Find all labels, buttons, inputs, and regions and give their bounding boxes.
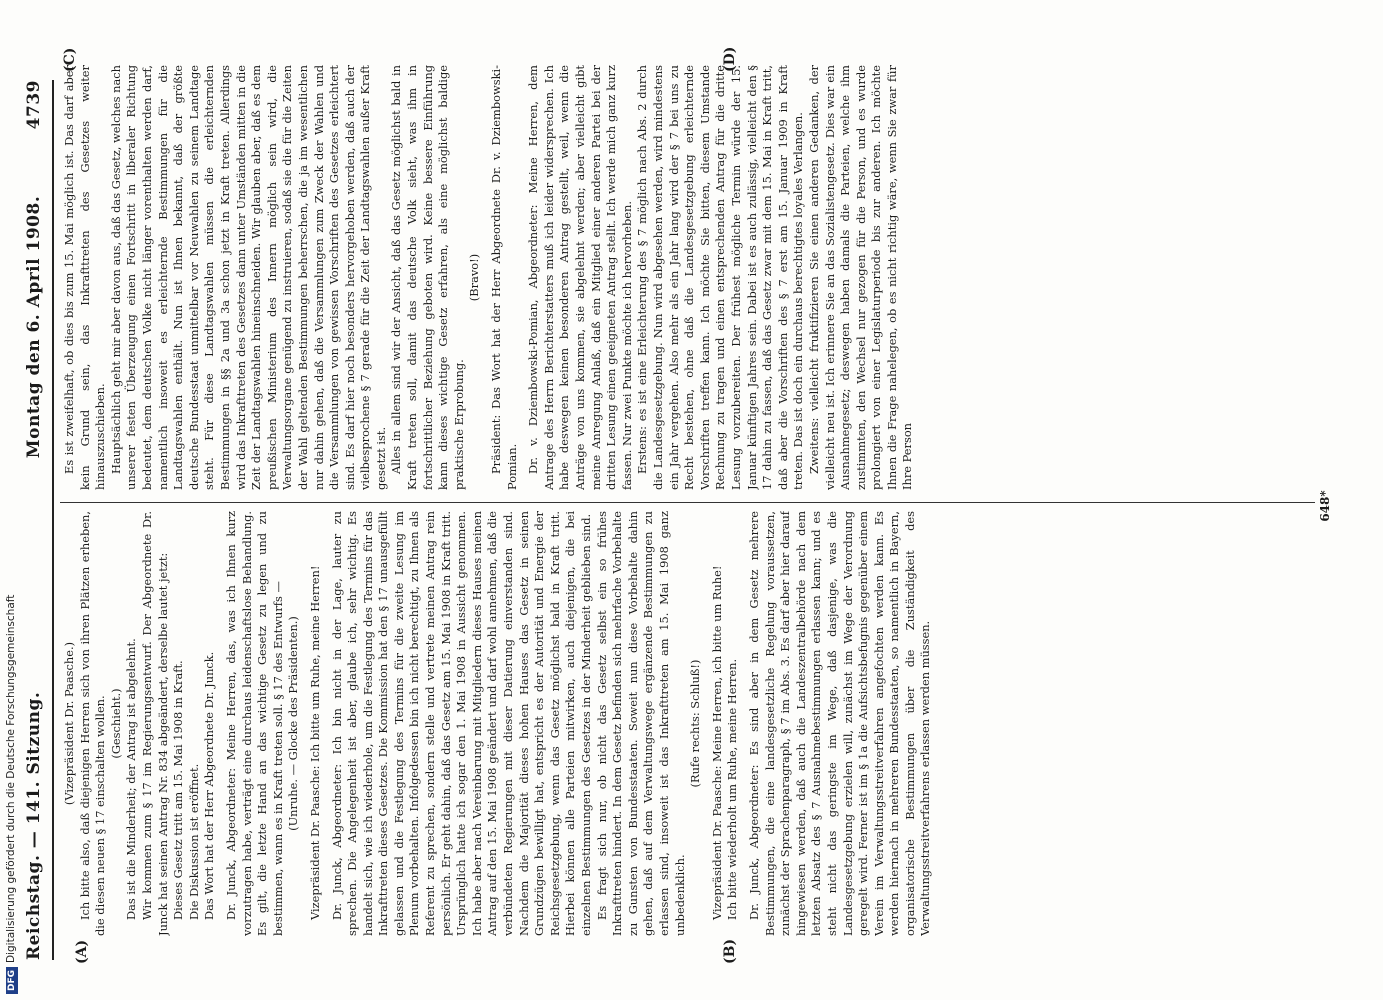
paragraph: Vizepräsident Dr. Paasche: Meine Herren, ich bitte um Ruhe! xyxy=(709,565,724,920)
paragraph: Erstens: es ist eine Erleichterung des § 7 möglich nach Abs. 2 durch die Landesgesetzgebung. Nun wird abgesehen werden, wird mindestens ein Jahr vergehen. Also mehr als ein Jahr lang wird der § 7 bei uns zu Recht bestehen, ohne daß die Landesgesetzgebung erleichternde Vorschriften treffen kann. Ich möchte Sie bitten, diesem Umstande Rechnung zu tragen und einen entsprechenden Antrag für die dritte Lesung vorzubereiten. Der frühest mögliche Termin würde der 15. Januar künftigen Jahres sein. Dabei ist es auch zulässig, vielleicht den § 17 dahin zu fassen, daß das Gesetz zwar mit dem 15. Mai in Kraft tritt, daß aber die Vorschriften des § 7 erst am 15. Januar 1909 in Kraft treten. Das ist doch ein durchaus berechtigtes loyales Verlangen. xyxy=(635,65,806,490)
margin-marker-a: (A) xyxy=(74,939,90,964)
paragraph: (Vizepräsident Dr. Paasche.) xyxy=(62,641,76,806)
paragraph: Dr. Junck, Abgeordneter: Es sind aber in dem Gesetz mehrere Bestimmungen, die eine landesgesetzliche Regelung voraussetzen, zunächst der Sprachenparagraph, § 7 im Abs. 3. Es darf aber hier darauf hingewiesen werden, daß auch die Landeszentralbehörde nach dem letzten Absatz des § 7 Ausnahmebestimmungen erlassen kann; und es steht nicht das geringste im Wege, daß dasjenige, was die Landesgesetzgebung erzielen will, zunächst im Wege der Verordnung geregelt wird. Ferner ist im § 1a die Aufsichtsbefugnis gegenüber einem Verein im Verwaltungsstreitverfahren angefochten werden kann. Es werden hiernach in mehreren Bundesstaaten, so namentlich in Bayern, organisatorische Bestimmungen über die Zuständigkeit des Verwaltungsstreitverfahrens erlassen werden müssen. xyxy=(746,511,933,936)
paragraph: Präsident: Das Wort hat der Herr Abgeordnete Dr. v. Dziembowski-Pomian. xyxy=(489,65,519,490)
folio-number: 648* xyxy=(1318,490,1332,522)
page-number: 4739 xyxy=(24,80,44,130)
paragraph: Die Diskussion ist eröffnet. xyxy=(186,763,201,920)
paragraph: (Unruhe. — Glocke des Präsidenten.) xyxy=(286,616,301,831)
header-rule xyxy=(52,80,54,960)
paragraph: Dieses Gesetz tritt am 15. Mai 1908 in Kraft. xyxy=(171,660,186,920)
paragraph: Es fragt sich nur, ob nicht das Gesetz selbst ein so frühes Inkrafttreten hindert. In dem Gesetz befinden sich mehrfache Vorbehalte zu Gunsten von Bundesstaaten. Soweit nun diese Vorbehalte dahin gehen, daß auf dem Verwaltungswege ergänzende Bestimmungen zu erlassen sind, insoweit ist das Inkrafttreten am 15. Mai 1908 ganz unbedenklich. xyxy=(594,511,687,936)
paragraph: Das ist die Minderheit; der Antrag ist abgelehnt. xyxy=(124,638,139,920)
margin-marker-b: (B) xyxy=(722,938,738,964)
paragraph: Alles in allem sind wir der Ansicht, daß das Gesetz möglichst bald in Kraft treten soll, damit das deutsche Volk sieht, was ihm in fortschrittlicher Beziehung geboten wird. Keine bessere Einführung kann dieses wichtige Gesetz erfahren, als eine möglichst baldige praktische Erprobung. xyxy=(389,65,466,490)
credit-text: Digitalisierung gefördert durch die Deutsche Forschungsgemeinschaft xyxy=(5,594,17,963)
paragraph: (Bravo!) xyxy=(467,253,482,302)
paragraph: Dr. v. Dziembowski-Pomian, Abgeordneter: Meine Herren, dem Antrage des Herrn Berichterstatters muß ich leider widersprechen. Ich habe deswegen keinen besonderen Antrag gestellt, weil, wenn die Anträge von uns kommen, sie abgelehnt werden; aber vielleicht gibt meine Anregung Anlaß, daß ein Mitglied einer anderen Partei bei der dritten Lesung einen geeigneten Antrag stellt. Ich werde mich ganz kurz fassen. Nur zwei Punkte möchte ich hervorheben. xyxy=(526,65,634,490)
paragraph: Hauptsächlich geht mir aber davon aus, daß das Gesetz, welches nach unserer festen Überzeugung einen Fortschritt in liberaler Richtung bedeutet, dem deutschen Volke nicht länger vorenthalten werden darf, namentlich insoweit es erleichternde Bestimmungen für die Landtagswahlen enthält. Nun ist Ihnen bekannt, daß der größte deutsche Bundesstaat unmittelbar vor Neuwahlen zu seinem Landtage steht. Für diese Landtagswahlen müssen die erleichternden Bestimmungen in §§ 2a und 3a schon jetzt in Kraft treten. Allerdings wird das Inkrafttreten des Gesetzes dann unter Umständen mitten in die Zeit der Landtagswahlen hineinschneiden. Wir glauben aber, daß es dem preußischen Ministerium des Innern möglich sein wird, die Verwaltungsorgane genügend zu instruieren, sodaß sie die für die Zeiten der Wahl geltenden Bestimmungen beherrschen, die ja im wesentlichen nur dahin gehen, daß die Versammlungen zum Zweck der Wahlen und die Versammlungen von gewissen Vorschriften des Gesetzes erleichtert sind. Es darf hier noch besonders hervorgehoben werden, daß auch der vielbesprochene § 7 gerade für die Zeit der Landtagswahlen außer Kraft gesetzt ist. xyxy=(108,65,388,490)
paragraph: Dr. Junck, Abgeordneter: Ich bin nicht in der Lage, lauter zu sprechen. Die Angelegenheit ist aber, glaube ich, sehr wichtig. Es handelt sich, wie ich wiederhole, um die Festlegung des Termins für das Inkrafttreten dieses Gesetzes. Die Kommission hat den § 17 unausgefüllt gelassen und die Festlegung des Termins für die zweite Lesung im Plenum vorbehalten. Infolgedessen bin ich nicht berechtigt, zu Ihnen als Referent zu sprechen, sondern stelle und vertrete meinen Antrag rein persönlich. Er geht dahin, daß das Gesetz am 15. Mai 1908 in Kraft tritt. Ursprünglich hatte ich sogar den 1. Mai 1908 in Aussicht genommen. Ich habe aber nach Vereinbarung mit Mitgliedern dieses Hauses meinen Antrag auf den 15. Mai 1908 geändert und darf wohl annehmen, daß die verbündeten Regierungen mit dieser Datierung einverstanden sind. Nachdem die Majorität dieses hohen Hauses das Gesetz in seinen Grundzügen bewilligt hat, entspricht es der Autorität und Energie der Reichsgesetzgebung, wenn das Gesetz möglichst bald in Kraft tritt. Hierbei können alle Parteien mitwirken, auch diejenigen, die bei einzelnen Bestimmungen des Gesetzes in der Minderheit geblieben sind. xyxy=(329,511,593,936)
paragraph: Vizepräsident Dr. Paasche: Ich bitte um Ruhe, meine Herren! xyxy=(307,565,322,920)
paragraph: Es ist zweifelhaft, ob dies bis zum 15. Mai möglich ist. Das darf aber kein Grund sein, das Inkrafttreten des Gesetzes weiter hinauszuschieben. xyxy=(62,65,108,490)
paragraph: Dr. Junck, Abgeordneter: Meine Herren, das, was ich Ihnen kurz vorzutragen habe, verträgt eine durchaus leidenschaftslose Behandlung. Es gilt, die letzte Hand an das wichtige Gesetz zu legen und zu bestimmen, wann es in Kraft treten soll. § 17 des Entwurfs — xyxy=(223,511,285,936)
digitization-credit xyxy=(5,595,18,994)
text-column-right xyxy=(62,65,1312,490)
paragraph: Wir kommen zum § 17 im Regierungsentwurf. Der Abgeordnete Dr. Junck hat seinen Antrag Nr. 834 abgeändert, derselbe lautet jetzt: xyxy=(139,511,170,936)
paragraph: (Geschieht.) xyxy=(108,688,123,759)
paragraph: Ich bitte wiederholt um Ruhe, meine Herren. xyxy=(725,658,740,920)
header-session: Reichstag. — 141. Sitzung. xyxy=(24,691,44,960)
paragraph: Ich bitte also, daß diejenigen Herren sich von ihren Plätzen erheben, die diesen neuen § 17 einschalten wollen. xyxy=(77,511,108,936)
paragraph: Das Wort hat der Herr Abgeordnete Dr. Junck. xyxy=(202,651,217,920)
page-header xyxy=(22,80,52,960)
margin-marker-d: (D) xyxy=(722,46,738,72)
text-column-left xyxy=(62,511,1312,936)
column-divider xyxy=(60,502,1315,503)
dfg-logo: DFG xyxy=(6,967,18,994)
paragraph: (Rufe rechts: Schluß!) xyxy=(688,659,703,788)
paragraph: Zweitens: vielleicht fruktifizieren Sie einen anderen Gedanken, der vielleicht neu ist. Ich erinnere Sie an das Sozialistengesetz. Dies war ein Ausnahmegesetz; deswegen haben damals die Parteien, welche ihm zustimmten, den Wechsel nur gezogen für die Person, und es wurde prolongiert von einer Legislaturperiode bis zur anderen. Ich möchte Ihnen die Frage nahelegen, ob es nicht richtig wäre, wenn Sie zwar für Ihre Person xyxy=(806,65,915,490)
margin-marker-c: (C) xyxy=(62,47,78,72)
header-date: Montag den 6. April 1908. xyxy=(24,195,44,459)
